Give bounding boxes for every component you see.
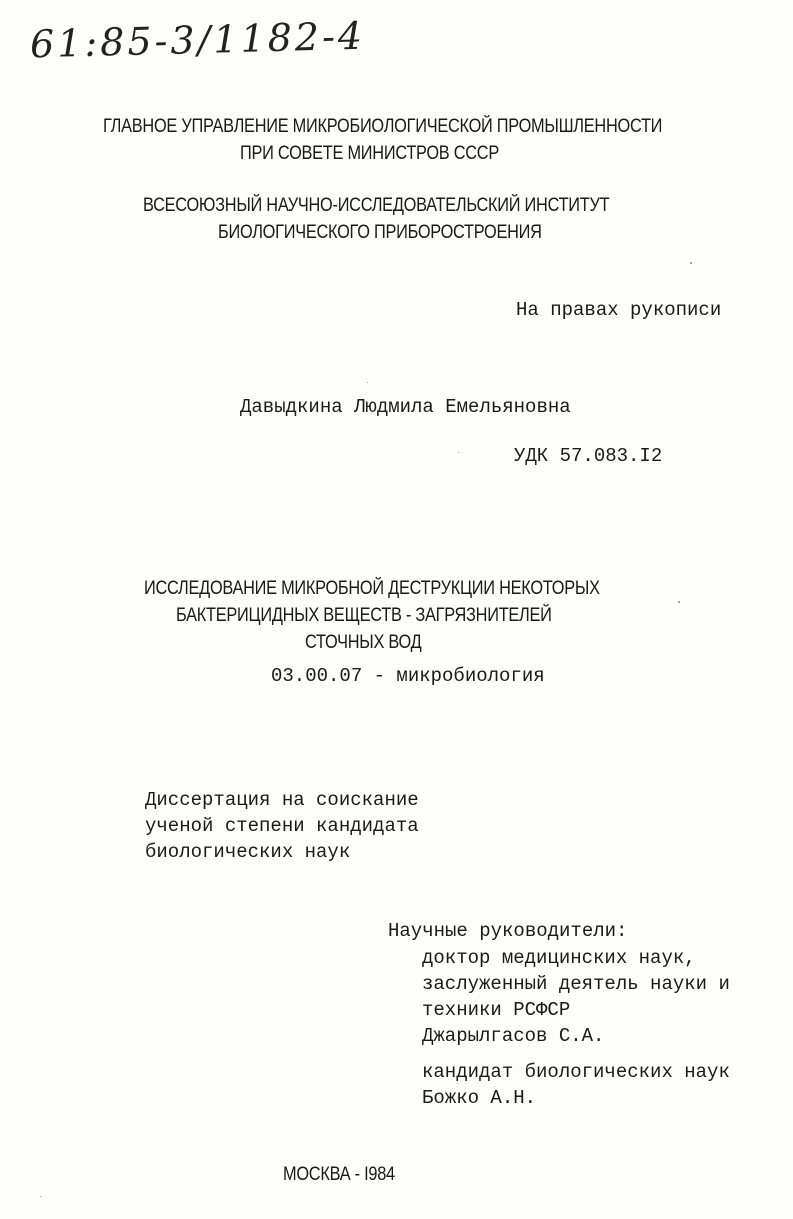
title-line-1: ИССЛЕДОВАНИЕ МИКРОБНОЙ ДЕСТРУКЦИИ НЕКОТОРЫХ [144, 578, 600, 599]
scan-speck [40, 1196, 41, 1197]
supervisor-1-line-2: заслуженный деятель науки и [422, 973, 730, 995]
ministry-line-1: ГЛАВНОЕ УПРАВЛЕНИЕ МИКРОБИОЛОГИЧЕСКОЙ ПРОМЫШЛЕННОСТИ [103, 116, 663, 137]
supervisor-2-name: Божко А.Н. [422, 1087, 537, 1109]
handwritten-reference: 61:85-3/1182-4 [29, 13, 366, 67]
title-line-2: БАКТЕРИЦИДНЫХ ВЕЩЕСТВ - ЗАГРЯЗНИТЕЛЕЙ [176, 605, 552, 626]
supervisor-1-line-3: техники РСФСР [422, 999, 571, 1021]
institute-line-2: БИОЛОГИЧЕСКОГО ПРИБОРОСТРОЕНИЯ [218, 222, 542, 243]
scan-speck [458, 452, 459, 453]
scan-speck [690, 262, 692, 264]
degree-line-2: ученой степени кандидата [145, 815, 419, 837]
ministry-line-2: ПРИ СОВЕТЕ МИНИСТРОВ СССР [240, 143, 499, 164]
supervisor-1-line-1: доктор медицинских наук, [422, 947, 696, 969]
degree-line-3: биологических наук [145, 841, 351, 863]
scan-speck [367, 382, 368, 383]
udc-code: УДК 57.083.I2 [514, 445, 663, 467]
supervisor-2-line-1: кандидат биологических наук [422, 1061, 730, 1083]
degree-line-1: Диссертация на соискание [145, 789, 419, 811]
city-year: МОСКВА - I984 [283, 1164, 395, 1185]
institute-line-1: ВСЕСОЮЗНЫЙ НАУЧНО-ИССЛЕДОВАТЕЛЬСКИЙ ИНСТИТУТ [143, 195, 610, 216]
author-name: Давыдкина Людмила Емельяновна [240, 396, 571, 418]
specialty: 03.00.07 - микробиология [271, 665, 545, 687]
supervisor-1-name: Джарылгасов С.А. [422, 1025, 605, 1047]
title-line-3: СТОЧНЫХ ВОД [305, 632, 422, 653]
scan-speck [678, 601, 680, 603]
manuscript-rights: На правах рукописи [516, 299, 722, 321]
supervisors-heading: Научные руководители: [388, 920, 628, 942]
